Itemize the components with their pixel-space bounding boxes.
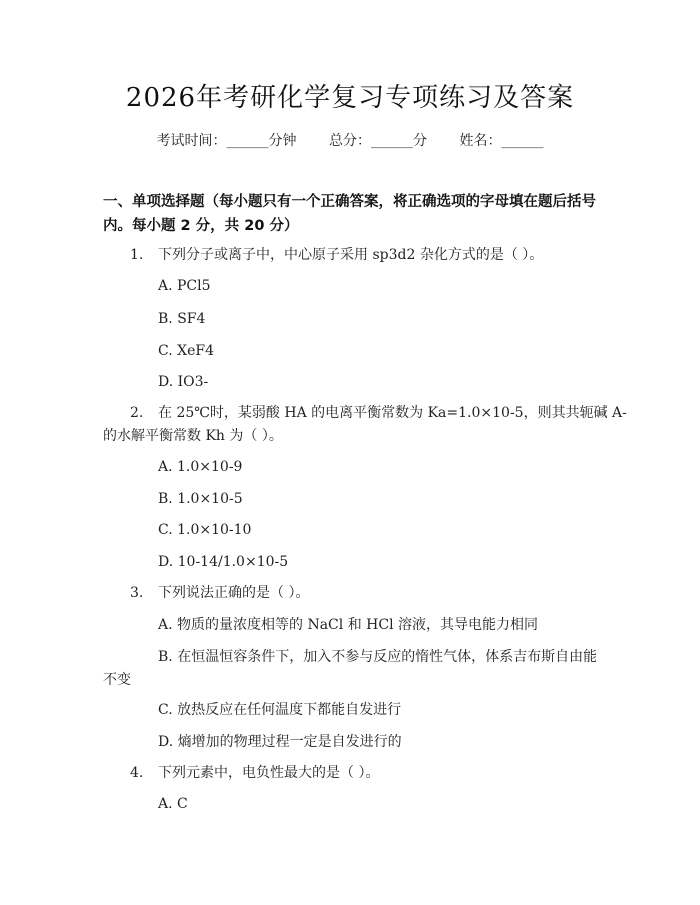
section-heading [103,190,603,238]
exam-time-field: 考试时间：______分钟 [156,133,297,149]
q1-option-b: B. SF4 [158,311,206,327]
q1-option-a: A. PCl5 [158,278,211,294]
q2-option-d: D. 10-14/1.0×10-5 [158,554,289,570]
question-1 [130,245,543,265]
question-2-continuation: 的水解平衡常数 Kh 为（ ）。 [103,428,283,444]
section-heading-line-1: 一、单项选择题（每小题只有一个正确答案，将正确选项的字母填在题后括号 [103,194,596,210]
student-name-field: 姓名：______ [459,133,544,149]
exam-info [0,131,700,151]
question-number: 3. [130,585,144,601]
q2-option-c: C. 1.0×10-10 [158,522,252,538]
page-title: 2026年考研化学复习专项练习及答案 [125,83,575,113]
q3-option-b: B. 在恒温恒容条件下，加入不参与反应的惰性气体，体系吉布斯自由能 [158,649,598,665]
question-text: 下列说法正确的是（ ）。 [158,585,310,601]
question-number: 2. [130,405,144,421]
q3-option-b-continuation: 不变 [103,672,131,688]
question-4 [130,763,379,783]
q3-option-d: D. 熵增加的物理过程一定是自发进行的 [158,734,402,750]
question-text: 下列分子或离子中，中心原子采用 sp3d2 杂化方式的是（ ）。 [158,247,544,263]
q3-option-c: C. 放热反应在任何温度下都能自发进行 [158,702,402,718]
q1-option-d: D. IO3- [158,374,209,390]
question-text: 下列元素中，电负性最大的是（ ）。 [158,765,380,781]
total-score-field: 总分：______分 [329,133,427,149]
question-2 [130,403,627,423]
section-heading-line-2: 内。每小题 2 分，共 20 分） [103,218,299,234]
question-3 [130,583,309,603]
q2-option-a: A. 1.0×10-9 [158,459,243,475]
question-number: 1. [130,247,144,263]
q1-option-c: C. XeF4 [158,343,214,359]
question-number: 4. [130,765,144,781]
q3-option-a: A. 物质的量浓度相等的 NaCl 和 HCl 溶液，其导电能力相同 [158,617,538,633]
question-text: 在 25℃时，某弱酸 HA 的电离平衡常数为 Ka=1.0×10-5，则其共轭碱 A- [158,405,627,421]
q2-option-b: B. 1.0×10-5 [158,491,243,507]
q4-option-a: A. C [158,796,188,812]
